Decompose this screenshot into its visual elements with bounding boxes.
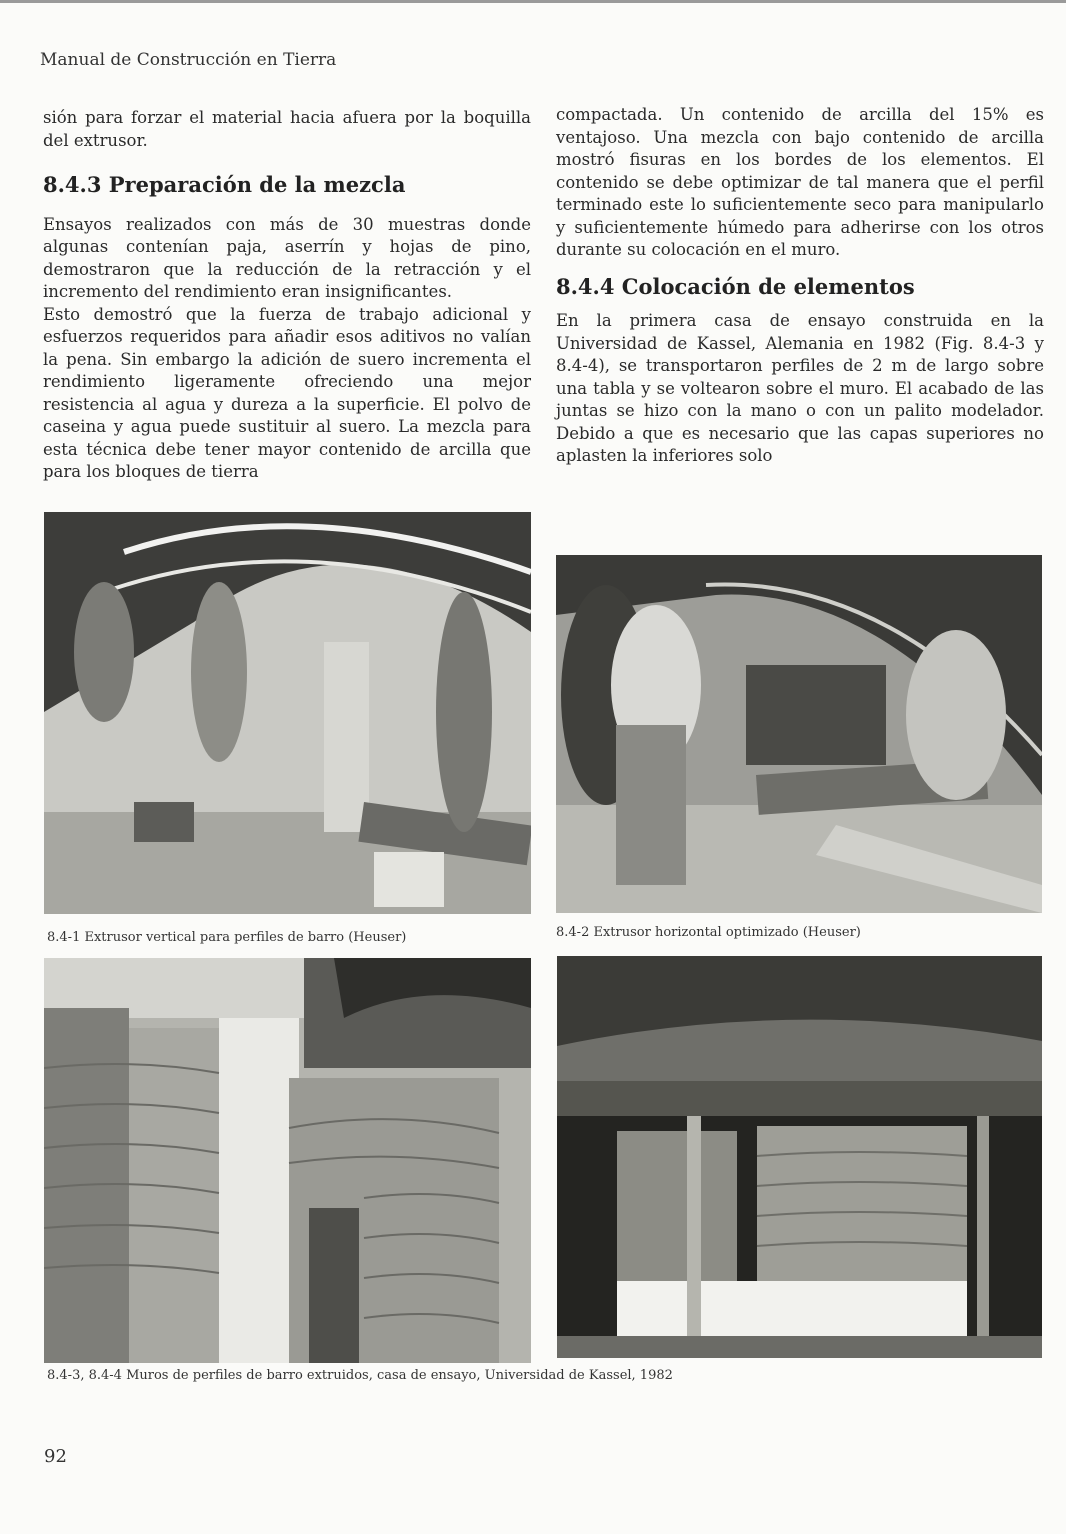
paragraph-3: compactada. Un contenido de arcilla del 15% es ventajoso. Una mezcla con bajo contenido de arcilla mostró fisuras en los bordes de los elementos. El contenido se debe optimizar de tal manera que el perfil terminado este lo suficientemente seco para manipularlo y suficientemente húmedo para adherirse con los otros durante su colocación en el muro. <box>556 105 1044 259</box>
paragraph-4: En la primera casa de ensayo construida en la Universidad de Kassel, Alemania en 1982 (Fig. 8.4-3 y 8.4-4), se transportaron perfiles de 2 m de largo sobre una tabla y se voltearon sobre el muro. El acabado de las juntas se hizo con la mano o con un palito modelador. Debido a que es necesario que las capas superiores no aplasten la inferiores solo <box>556 311 1044 465</box>
caption-8-4-2: 8.4-2 Extrusor horizontal optimizado (Heuser) <box>556 925 861 940</box>
page-number: 92 <box>44 1446 67 1467</box>
paragraph-2: Esto demostró que la fuerza de trabajo adicional y esfuerzos requeridos para añadir esos aditivos no valían la pena. Sin embargo la adición de suero incrementa el rendimiento ligeramente ofreciendo una mejor resistencia al agua y dureza a la superficie. El polvo de caseina y agua puede sustituir al suero. La mezcla para esta técnica debe tener mayor contenido de arcilla que para los bloques de tierra <box>43 304 531 481</box>
caption-8-4-1: 8.4-1 Extrusor vertical para perfiles de barro (Heuser) <box>47 930 407 945</box>
running-head: Manual de Construcción en Tierra <box>40 50 337 70</box>
left-column <box>43 107 531 484</box>
photo-test-house <box>557 956 1042 1358</box>
right-column <box>556 104 1044 468</box>
paragraph-1: Ensayos realizados con más de 30 muestras donde algunas contenían paja, aserrín y hojas de pino, demostraron que la reducción de la retracción y el incremento del rendimiento eran insignificantes. <box>43 214 531 301</box>
caption-8-4-3-4: 8.4-3, 8.4-4 Muros de perfiles de barro extruidos, casa de ensayo, Universidad de Kassel, 1982 <box>47 1368 673 1383</box>
photo-vertical-extruder <box>44 512 531 914</box>
section-heading-8-4-3: 8.4.3 Preparación de la mezcla <box>43 172 406 197</box>
photo-horizontal-extruder <box>556 555 1042 913</box>
top-rule <box>0 0 1066 3</box>
intro-paragraph: sión para forzar el material hacia afuera por la boquilla del extrusor. <box>43 108 531 150</box>
section-heading-8-4-4: 8.4.4 Colocación de elementos <box>556 273 915 299</box>
photo-extruded-wall-corner <box>44 958 531 1363</box>
